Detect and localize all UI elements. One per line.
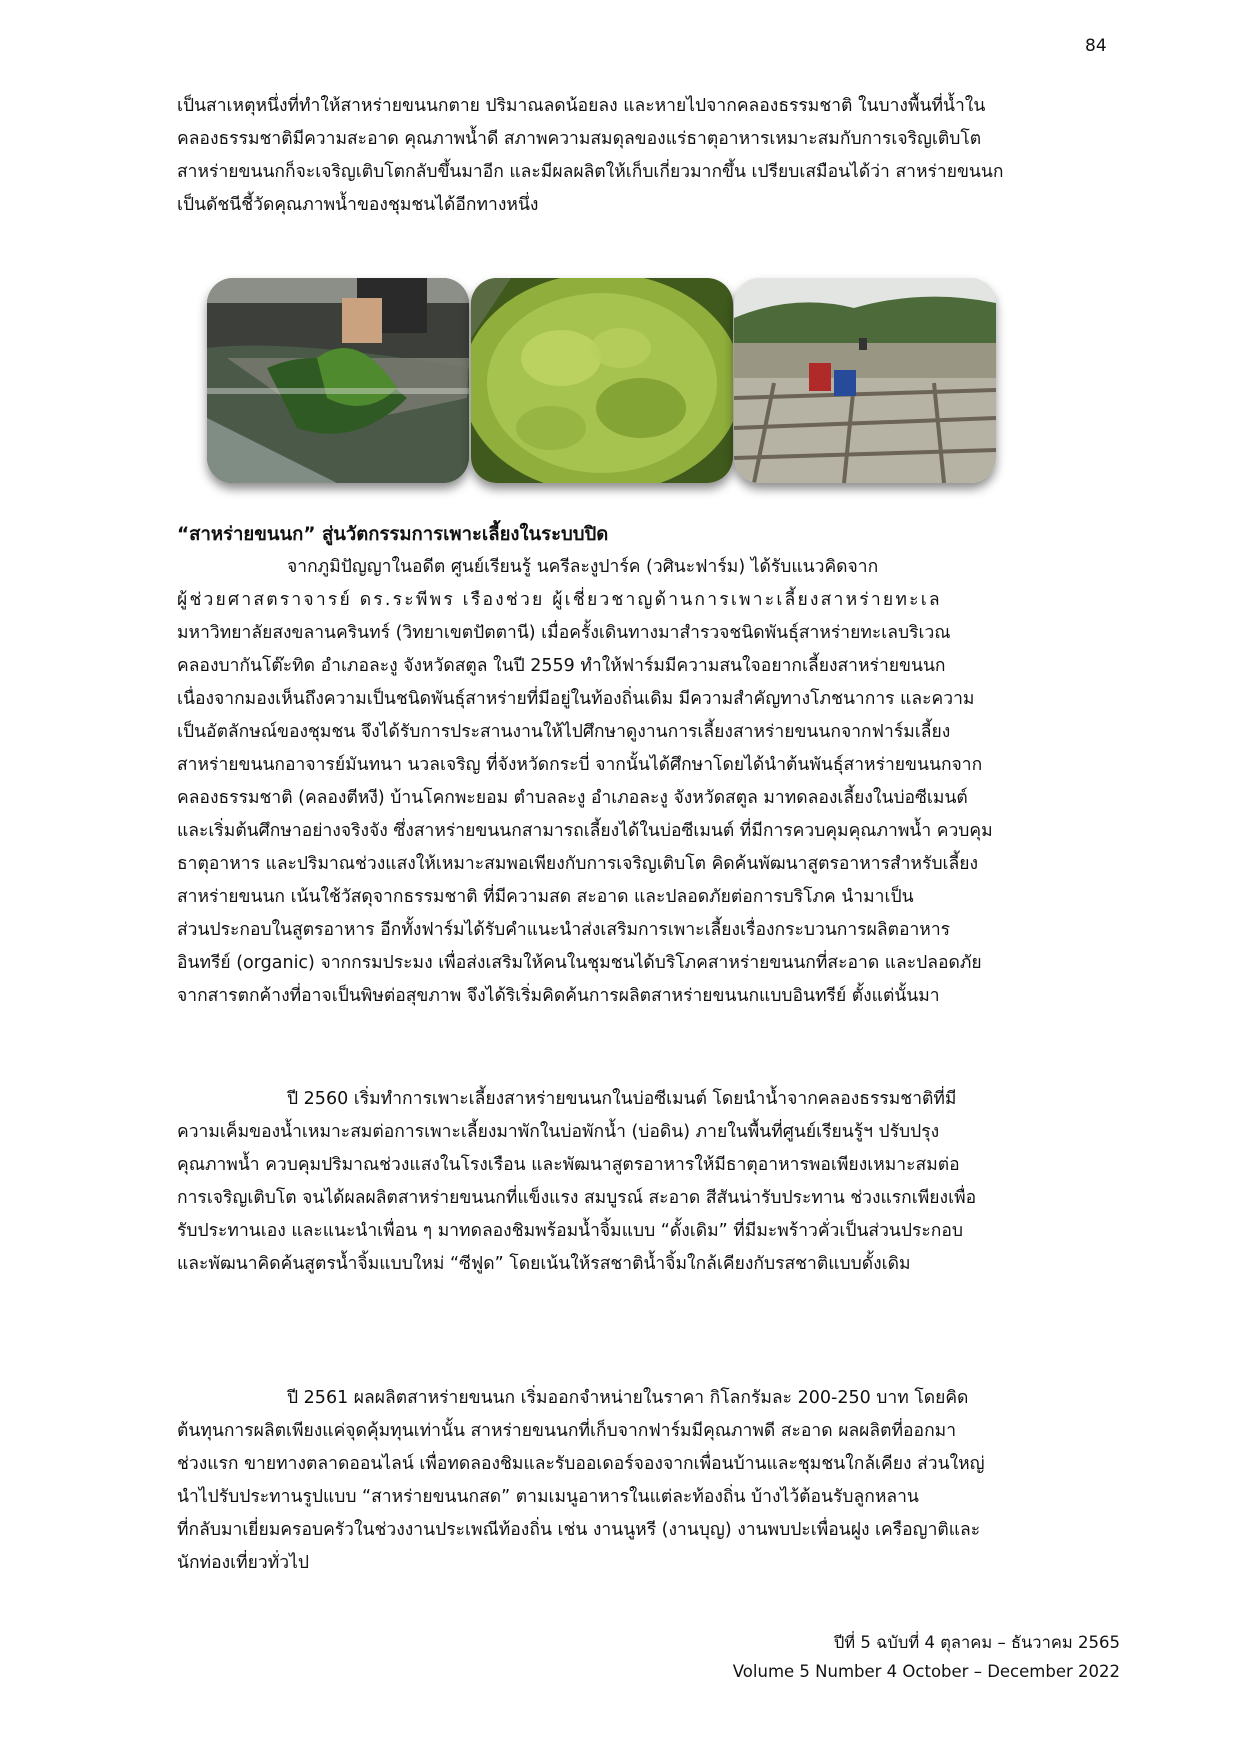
photo-basket-of-seaweed [471,278,733,483]
text-line: สาหร่ายขนนกอาจารย์มันทนา นวลเจริญ ที่จังหวัดกระบี่ จากนั้นได้ศึกษาโดยได้นำต้นพันธุ์สาหร่ายขนนกจาก [177,755,983,775]
text-line: เป็นดัชนีชี้วัดคุณภาพน้ำของชุมชนได้อีกทางหนึ่ง [177,195,539,215]
text-line: คุณภาพน้ำ ควบคุมปริมาณช่วงแสงในโรงเรือน และพัฒนาสูตรอาหารให้มีธาตุอาหารพอเพียงเหมาะสมต่อ [177,1155,960,1175]
section-heading: “สาหร่ายขนนก” สู่นวัตกรรมการเพาะเลี้ยงในระบบปิด [177,524,609,545]
text-line: สาหร่ายขนนกก็จะเจริญเติบโตกลับขึ้นมาอีก และมีผลผลิตให้เก็บเกี่ยวมากขึ้น เปรียบเสมือนได้ว่า สาหร่ายขนนก [177,162,1004,182]
text-line: ที่กลับมาเยี่ยมครอบครัวในช่วงงานประเพณีท้องถิ่น เช่น งานนูหรี (งานบุญ) งานพบปะเพื่อนฝูง เครือญาติและ [177,1520,981,1540]
text-line: ช่วงแรก ขายทางตลาดออนไลน์ เพื่อทดลองชิมและรับออเดอร์จองจากเพื่อนบ้านและชุมชนใกล้เคียง ส่วนใหญ่ [177,1454,985,1474]
section1-paragraph [177,551,1120,1013]
text-line: คลองบากันโต๊ะทิด อำเภอละงู จังหวัดสตูล ในปี 2559 ทำให้ฟาร์มมีความสนใจอยากเลี้ยงสาหร่ายขนนก [177,656,946,676]
text-line: สาหร่ายขนนก เน้นใช้วัสดุจากธรรมชาติ ที่มีความสด สะอาด และปลอดภัยต่อการบริโภค นำมาเป็น [177,887,914,907]
text-line: ความเค็มของน้ำเหมาะสมต่อการเพาะเลี้ยงมาพักในบ่อพักน้ำ (บ่อดิน) ภายในพื้นที่ศูนย์เรียนรู้ฯ ปรับปรุง [177,1122,940,1142]
page-number: 84 [1085,36,1107,56]
text-line: เป็นอัตลักษณ์ของชุมชน จึงได้รับการประสานงานให้ไปศึกษาดูงานการเลี้ยงสาหร่ายขนนกจากฟาร์มเลี้ยง [177,722,951,742]
footer-issue-english: Volume 5 Number 4 October – December 2022 [732,1662,1120,1681]
text-line: และเริ่มต้นศึกษาอย่างจริงจัง ซึ่งสาหร่ายขนนกสามารถเลี้ยงได้ในบ่อซีเมนต์ ที่มีการควบคุมคุณภาพน้ำ ควบคุม [177,821,993,841]
text-line: มหาวิทยาลัยสงขลานครินทร์ (วิทยาเขตปัตตานี) เมื่อครั้งเดินทางมาสำรวจชนิดพันธุ์สาหร่ายทะเลบริเวณ [177,623,951,643]
intro-paragraph [177,90,1120,222]
text-line: เป็นสาเหตุหนึ่งที่ทำให้สาหร่ายขนนกตาย ปริมาณลดน้อยลง และหายไปจากคลองธรรมชาติ ในบางพื้นที่น้ำใน [177,96,986,116]
text-line: นำไปรับประทานรูปแบบ “สาหร่ายขนนกสด” ตามเมนูอาหารในแต่ละท้องถิ่น บ้างไว้ต้อนรับลูกหลาน [177,1487,919,1507]
photo-floating-farm [734,278,996,483]
photo-harvesting-seaweed [207,278,469,483]
text-line: ปี 2560 เริ่มทำการเพาะเลี้ยงสาหร่ายขนนกในบ่อซีเมนต์ โดยนำน้ำจากคลองธรรมชาติที่มี [287,1089,957,1109]
footer-issue-thai: ปีที่ 5 ฉบับที่ 4 ตุลาคม – ธันวาคม 2565 [833,1633,1120,1652]
text-line: นักท่องเที่ยวทั่วไป [177,1553,310,1573]
text-line: เนื่องจากมองเห็นถึงความเป็นชนิดพันธุ์สาหร่ายที่มีอยู่ในท้องถิ่นเดิม มีความสำคัญทางโภชนาการ และความ [177,689,975,709]
text-line: จากภูมิปัญญาในอดีต ศูนย์เรียนรู้ นครีละงูปาร์ค (วศินะฟาร์ม) ได้รับแนวคิดจาก [287,557,879,577]
text-line: รับประทานเอง และแนะนำเพื่อน ๆ มาทดลองชิมพร้อมน้ำจิ้มแบบ “ดั้งเดิม” ที่มีมะพร้าวคั่วเป็นส่วนประกอบ [177,1221,964,1241]
section3-paragraph [177,1382,1120,1580]
text-line: คลองธรรมชาติมีความสะอาด คุณภาพน้ำดี สภาพความสมดุลของแร่ธาตุอาหารเหมาะสมกับการเจริญเติบโต [177,129,982,149]
section2-paragraph [177,1083,1120,1281]
text-line: ปี 2561 ผลผลิตสาหร่ายขนนก เริ่มออกจำหน่ายในราคา กิโลกรัมละ 200-250 บาท โดยคิด [287,1388,969,1408]
text-line: การเจริญเติบโต จนได้ผลผลิตสาหร่ายขนนกที่แข็งแรง สมบูรณ์ สะอาด สีสันน่ารับประทาน ช่วงแรกเพียงเพื่อ [177,1188,977,1208]
text-line: ส่วนประกอบในสูตรอาหาร อีกทั้งฟาร์มได้รับคำแนะนำส่งเสริมการเพาะเลี้ยงเรื่องกระบวนการผลิตอาหาร [177,920,951,940]
text-line: ต้นทุนการผลิตเพียงแค่จุดคุ้มทุนเท่านั้น สาหร่ายขนนกที่เก็บจากฟาร์มมีคุณภาพดี สะอาด ผลผลิตที่ออกมา [177,1421,957,1441]
text-line: และพัฒนาคิดค้นสูตรน้ำจิ้มแบบใหม่ “ซีฟูด” โดยเน้นให้รสชาติน้ำจิ้มใกล้เคียงกับรสชาติแบบดั้งเดิม [177,1254,911,1274]
text-line: คลองธรรมชาติ (คลองตีหงี) บ้านโคกพะยอม ตำบลละงู อำเภอละงู จังหวัดสตูล มาทดลองเลี้ยงในบ่อซีเมนต์ [177,788,968,808]
text-line: อินทรีย์ (organic) จากกรมประมง เพื่อส่งเสริมให้คนในชุมชนได้บริโภคสาหร่ายขนนกที่สะอาด และปลอดภัย [177,953,982,973]
text-line: ผู้ช่วยศาสตราจารย์ ดร.ระพีพร เรืองช่วย ผู้เชี่ยวชาญด้านการเพาะเลี้ยงสาหร่ายทะเล [177,590,942,610]
text-line: จากสารตกค้างที่อาจเป็นพิษต่อสุขภาพ จึงได้ริเริ่มคิดค้นการผลิตสาหร่ายขนนกแบบอินทรีย์ ตั้งแต่นั้นมา [177,986,940,1006]
text-line: ธาตุอาหาร และปริมาณช่วงแสงให้เหมาะสมพอเพียงกับการเจริญเติบโต คิดค้นพัฒนาสูตรอาหารสำหรับเลี้ยง [177,854,979,874]
